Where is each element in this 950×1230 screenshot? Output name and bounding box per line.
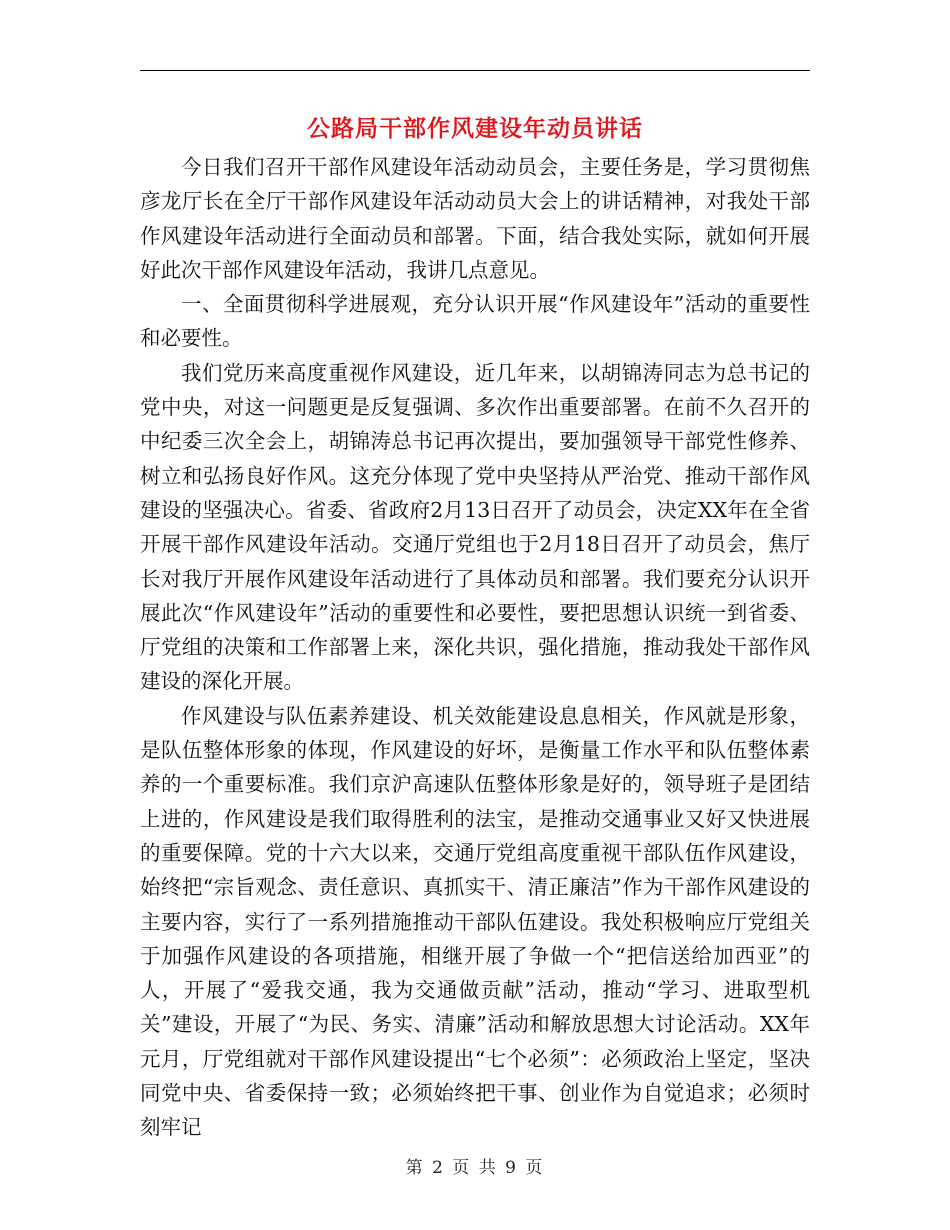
document-body — [140, 150, 810, 1145]
paragraph: 一、全面贯彻科学进展观，充分认识开展“作风建设年”活动的重要性和必要性。 — [140, 292, 810, 351]
header-rule — [140, 70, 810, 71]
paragraph: 今日我们召开干部作风建设年活动动员会，主要任务是，学习贯彻焦彦龙厅长在全厅干部作风建设年活动动员大会上的讲话精神，对我处干部作风建设年活动进行全面动员和部署。下面，结合我处实际，就如何开展好此次干部作风建设年活动，我讲几点意见。 — [140, 155, 810, 282]
document-title: 公路局干部作风建设年动员讲话 — [307, 115, 643, 142]
paragraph: 我们党历来高度重视作风建设，近几年来，以胡锦涛同志为总书记的党中央，对这一问题更是反复强调、多次作出重要部署。在前不久召开的中纪委三次全会上，胡锦涛总书记再次提出，要加强领导干部党性修养、树立和弘扬良好作风。这充分体现了党中央坚持从严治党、推动干部作风建设的坚强决心。省委、省政府2月13日召开了动员会，决定XX年在全省开展干部作风建设年活动。交通厅党组也于2月18日召开了动员会，焦厅长对我厅开展作风建设年活动进行了具体动员和部署。我们要充分认识开展此次“作风建设年”活动的重要性和必要性，要把思想认识统一到省委、厅党组的决策和工作部署上来，深化共识，强化措施，推动我处干部作风建设的深化开展。 — [140, 360, 810, 694]
page-number: 第 2 页 共 9 页 — [405, 1158, 545, 1178]
paragraph: 作风建设与队伍素养建设、机关效能建设息息相关，作风就是形象，是队伍整体形象的体现，作风建设的好坏，是衡量工作水平和队伍整体素养的一个重要标准。我们京沪高速队伍整体形象是好的，领导班子是团结上进的，作风建设是我们取得胜利的法宝，是推动交通事业又好又快进展的重要保障。党的十六大以来，交通厅党组高度重视干部队伍作风建设，始终把“宗旨观念、责任意识、真抓实干、清正廉洁”作为干部作风建设的主要内容，实行了一系列措施推动干部队伍建设。我处积极响应厅党组关于加强作风建设的各项措施，相继开展了争做一个“把信送给加西亚”的人，开展了“爱我交通，我为交通做贡献”活动，推动“学习、进取型机关”建设，开展了“为民、务实、清廉”活动和解放思想大讨论活动。XX年元月，厅党组就对干部作风建设提出“七个必须”：必须政治上坚定，坚决同党中央、省委保持一致；必须始终把干事、创业作为自觉追求；必须时刻牢记 — [140, 703, 810, 1140]
